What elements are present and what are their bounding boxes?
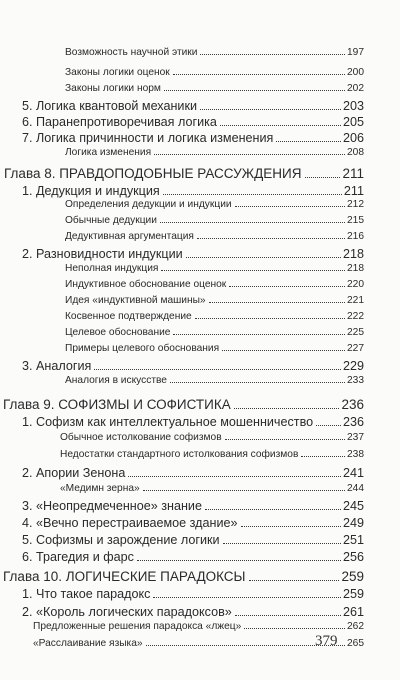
toc-entry-page: 206 — [342, 131, 364, 145]
toc-entry-title: Дедуктивная аргументация — [65, 231, 194, 242]
dot-leader — [235, 615, 341, 616]
dot-leader — [234, 408, 340, 409]
toc-chapter-row — [3, 570, 364, 584]
toc-entry-title: Глава 8. ПРАВДОПОДОБНЫЕ РАССУЖДЕНИЯ — [4, 166, 302, 181]
toc-entry-page: 205 — [342, 115, 364, 129]
toc-subsection-row — [65, 68, 364, 78]
toc-entry-title: Аналогия в искусстве — [65, 375, 167, 386]
toc-entry-page: 197 — [347, 47, 364, 58]
dot-leader — [163, 194, 342, 195]
toc-subsection-row — [65, 216, 364, 226]
toc-entry-title: Законы логики оценок — [65, 67, 170, 78]
dot-leader — [209, 302, 345, 303]
toc-entry-page: 229 — [342, 359, 364, 373]
dot-leader — [235, 206, 345, 207]
toc-entry-page: 244 — [347, 483, 364, 494]
dot-leader — [160, 222, 345, 223]
toc-subsection-row — [60, 433, 364, 443]
toc-section-row — [22, 606, 364, 619]
toc-section-row — [22, 360, 364, 373]
toc-entry-title: Предложенные решения парадокса «лжец» — [33, 621, 242, 632]
toc-entry-page: 265 — [347, 638, 364, 649]
toc-entry-page: 238 — [347, 449, 364, 460]
toc-entry-title: Примеры целевого обоснования — [65, 343, 220, 354]
dot-leader — [195, 318, 345, 319]
dot-leader — [222, 350, 345, 351]
toc-section-row — [22, 500, 364, 513]
toc-subsection-row — [65, 264, 364, 274]
dot-leader — [154, 154, 345, 155]
toc-entry-title: 3. Аналогия — [22, 359, 92, 373]
toc-entry-page: 256 — [342, 550, 364, 564]
dot-leader — [94, 369, 341, 370]
toc-entry-title: Глава 9. СОФИЗМЫ И СОФИСТИКА — [3, 397, 231, 412]
toc-entry-page: 237 — [347, 432, 364, 443]
toc-entry-page: 233 — [347, 375, 364, 386]
dot-leader — [173, 334, 345, 335]
toc-subsection-row — [65, 344, 364, 354]
toc-entry-page: 211 — [343, 184, 364, 198]
toc-entry-page: 203 — [342, 99, 364, 113]
toc-subsection-row — [65, 296, 364, 306]
dot-leader — [128, 476, 341, 477]
toc-section-row — [22, 588, 364, 601]
toc-entry-title: «Расслаивание языка» — [33, 638, 143, 649]
toc-subsection-row — [65, 280, 364, 290]
toc-entry-page: 259 — [342, 587, 364, 601]
toc-entry-title: Недостатки стандартного истолкования софизмов — [60, 449, 299, 460]
dot-leader — [276, 141, 341, 142]
toc-entry-title: Косвенное подтверждение — [65, 311, 192, 322]
toc-section-row — [22, 132, 364, 145]
dot-leader — [173, 74, 345, 75]
toc-section-row — [22, 116, 364, 129]
toc-entry-title: Обычные дедукции — [65, 215, 157, 226]
toc-section-row — [22, 467, 364, 480]
dot-leader — [153, 597, 341, 598]
dot-leader — [316, 425, 341, 426]
toc-entry-title: Индуктивное обоснование оценок — [65, 279, 227, 290]
toc-section-row — [22, 517, 364, 530]
toc-entry-page: 211 — [342, 166, 364, 181]
dot-leader — [164, 90, 345, 91]
dot-leader — [197, 238, 345, 239]
dot-leader — [205, 509, 341, 510]
toc-chapter-row — [4, 167, 364, 181]
toc-subsection-row — [65, 84, 364, 94]
toc-entry-title: Неполная индукция — [65, 263, 159, 274]
toc-entry-title: Возможность научной этики — [65, 47, 198, 58]
dot-leader — [305, 177, 341, 178]
dot-leader — [225, 439, 345, 440]
dot-leader — [200, 109, 341, 110]
dot-leader — [170, 382, 345, 383]
toc-entry-page: 241 — [342, 466, 364, 480]
dot-leader — [241, 526, 341, 527]
toc-subsection-row — [60, 450, 364, 460]
toc-section-row — [22, 100, 364, 113]
toc-entry-page: 215 — [347, 215, 364, 226]
toc-entry-page: 236 — [342, 415, 364, 429]
dot-leader — [244, 628, 345, 629]
toc-entry-page: 218 — [342, 247, 364, 261]
toc-entry-page: 262 — [347, 621, 364, 632]
dot-leader — [161, 270, 345, 271]
toc-entry-page: 202 — [347, 83, 364, 94]
toc-entry-page: 261 — [342, 605, 364, 619]
toc-entry-title: 3. «Неопредмеченное» знание — [22, 499, 202, 513]
page-number: 379 — [315, 633, 338, 649]
toc-subsection-row — [65, 328, 364, 338]
toc-entry-title: Логика изменения — [65, 147, 152, 158]
toc-subsection-row — [65, 48, 364, 58]
toc-entry-page: 251 — [342, 533, 364, 547]
toc-entry-page: 259 — [341, 569, 364, 584]
dot-leader — [301, 456, 345, 457]
dot-leader — [249, 580, 340, 581]
toc-entry-page: 236 — [341, 397, 364, 412]
toc-section-row — [22, 248, 364, 261]
toc-entry-page: 222 — [347, 311, 364, 322]
toc-entry-page: 220 — [347, 279, 364, 290]
toc-entry-title: 1. Софизм как интеллектуальное мошенничество — [22, 415, 314, 429]
toc-entry-title: 5. Софизмы и зарождение логики — [22, 533, 220, 547]
toc-entry-page: 208 — [347, 147, 364, 158]
toc-subsection-row — [33, 622, 364, 632]
toc-entry-page: 216 — [347, 231, 364, 242]
dot-leader — [229, 286, 345, 287]
toc-entry-page: 221 — [347, 295, 364, 306]
toc-entry-page: 218 — [347, 263, 364, 274]
toc-entry-title: 5. Логика квантовой механики — [22, 99, 198, 113]
toc-subsection-row — [65, 232, 364, 242]
toc-subsection-row — [60, 484, 364, 494]
toc-entry-title: Обычное истолкование софизмов — [60, 432, 222, 443]
toc-subsection-row — [65, 312, 364, 322]
toc-chapter-row — [3, 398, 364, 412]
toc-entry-page: 249 — [342, 516, 364, 530]
toc-entry-page: 245 — [342, 499, 364, 513]
toc-entry-title: Глава 10. ЛОГИЧЕСКИЕ ПАРАДОКСЫ — [3, 569, 246, 584]
toc-subsection-row — [65, 376, 364, 386]
toc-entry-title: 1. Что такое парадокс — [22, 587, 151, 601]
toc-entry-title: 2. Разновидности индукции — [22, 247, 183, 261]
toc-entry-page: 212 — [347, 199, 364, 210]
toc-entry-title: 6. Трагедия и фарс — [22, 550, 134, 564]
toc-entry-title: 7. Логика причинности и логика изменения — [22, 131, 274, 145]
toc-entry-title: Идея «индуктивной машины» — [65, 295, 206, 306]
toc-entry-title: 2. «Король логических парадоксов» — [22, 605, 232, 619]
toc-section-row — [22, 416, 364, 429]
toc-entry-title: Определения дедукции и индукции — [65, 199, 232, 210]
dot-leader — [223, 543, 341, 544]
toc-subsection-row — [65, 200, 364, 210]
toc-entry-title: Целевое обоснование — [65, 327, 171, 338]
dot-leader — [186, 257, 341, 258]
toc-section-row — [22, 534, 364, 547]
toc-entry-title: 6. Паранепротиворечивая логика — [22, 115, 217, 129]
toc-entry-page: 200 — [347, 67, 364, 78]
toc-section-row — [22, 551, 364, 564]
toc-section-row — [22, 185, 364, 198]
dot-leader — [200, 54, 345, 55]
dot-leader — [220, 125, 341, 126]
toc-entry-title: 1. Дедукция и индукция — [22, 184, 160, 198]
toc-entry-title: 4. «Вечно перестраиваемое здание» — [22, 516, 238, 530]
toc-entry-title: 2. Апории Зенона — [22, 466, 126, 480]
dot-leader — [143, 490, 345, 491]
toc-subsection-row — [65, 148, 364, 158]
toc-entry-title: Законы логики норм — [65, 83, 161, 94]
dot-leader — [137, 560, 341, 561]
toc-entry-page: 227 — [347, 343, 364, 354]
toc-entry-page: 225 — [347, 327, 364, 338]
toc-entry-title: «Медимн зерна» — [60, 483, 140, 494]
